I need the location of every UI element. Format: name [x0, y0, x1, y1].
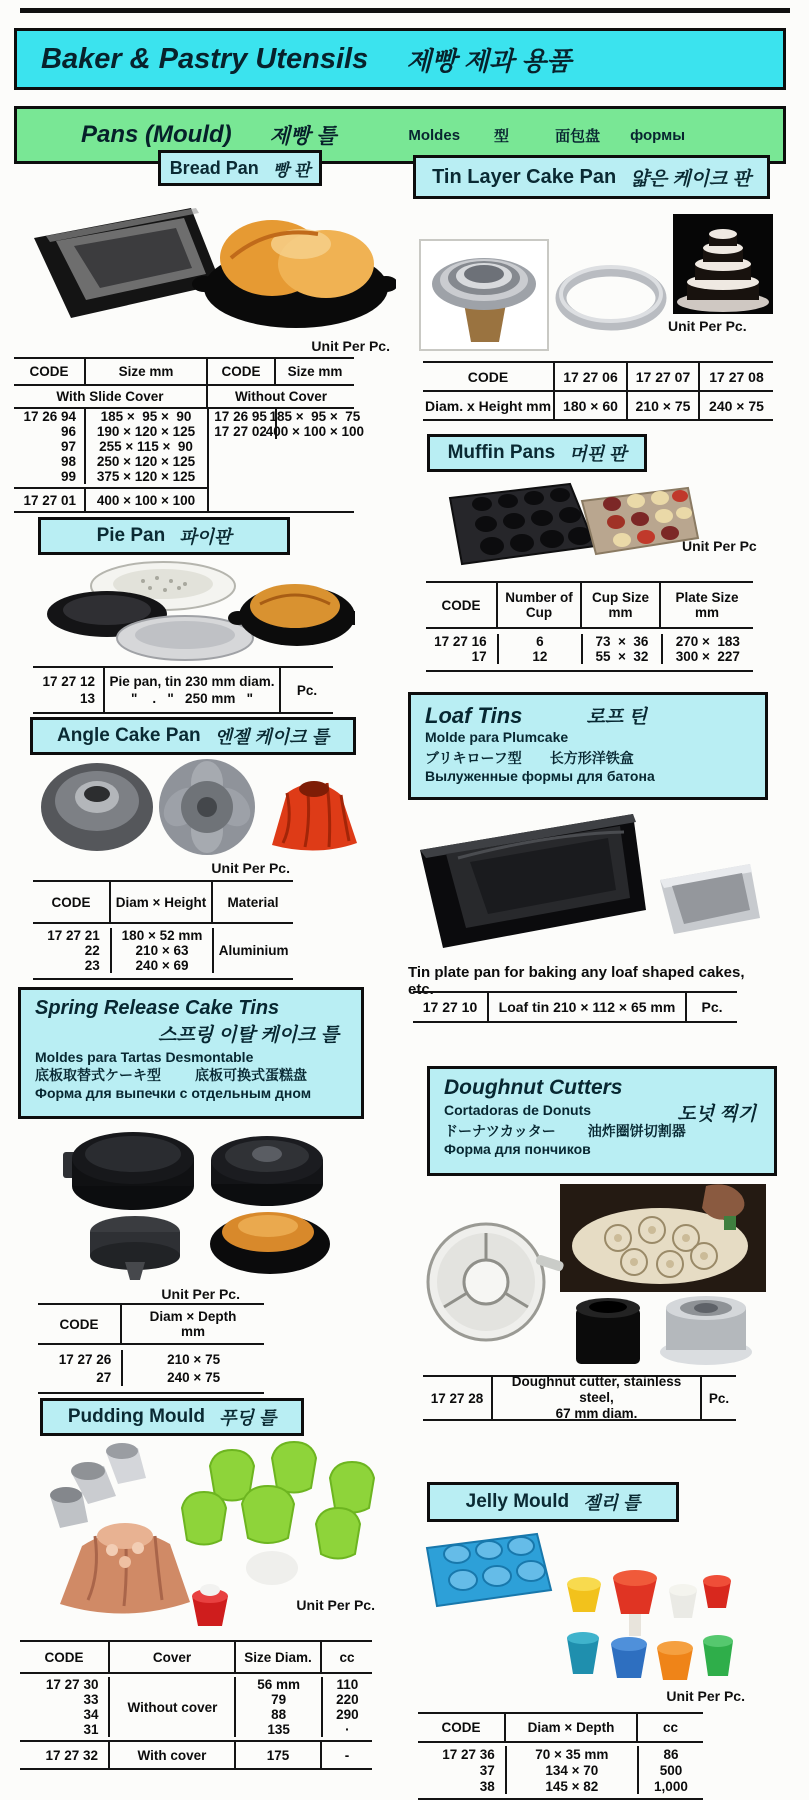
description: " . " 250 mm " — [131, 691, 253, 706]
code: 38 — [479, 1778, 495, 1794]
size: 88 — [271, 1707, 287, 1722]
spring-release-table — [38, 1303, 264, 1394]
unit-cell: Pc. — [296, 682, 318, 698]
column-header: CODE — [426, 583, 498, 627]
table-row: 99 375 × 120 × 125 — [14, 469, 207, 484]
tin-layer-cake-pan-table — [423, 361, 773, 421]
description: Loaf tin 210 × 112 × 65 mm — [489, 993, 687, 1021]
doughnut-cutters-title-chinese: 油炸圈饼切割器 — [587, 1123, 686, 1139]
muffin-pans-photo — [420, 476, 700, 572]
column-header: Number of Cup — [498, 583, 582, 627]
muffin-pans-label: Muffin Pans 머핀 판 — [427, 434, 647, 472]
code: 17 27 12 — [42, 674, 95, 689]
description: Pie pan, tin 230 mm diam. — [109, 674, 275, 689]
code: 17 27 26 — [58, 1351, 112, 1367]
spring-release-title-chinese: 底板可换式蛋糕盘 — [195, 1067, 307, 1083]
doughnut-cutters-title-russian: Форма для пончиков — [444, 1141, 591, 1157]
doughnut-cutters-title-spanish: Cortadoras de Donuts — [444, 1102, 592, 1118]
cup-count: 6 — [536, 634, 544, 649]
muffin-pans-unit: Unit Per Pc — [682, 538, 757, 554]
size: 56 mm — [257, 1677, 300, 1692]
code: 17 27 32 — [20, 1742, 110, 1768]
size: 240 × 75 — [709, 397, 764, 414]
page-title-korean: 제빵 제과 용품 — [406, 45, 572, 76]
pie-pan-photo — [45, 556, 355, 662]
table-row — [20, 1740, 372, 1768]
loaf-tins-title-korean: 로프 틴 — [586, 707, 647, 728]
cup-count: 12 — [532, 649, 548, 664]
material: Aluminium — [218, 943, 289, 958]
loaf-tins-title-japanese: ブリキローフ型 — [425, 750, 522, 766]
cover-type: Without cover — [110, 1677, 236, 1737]
group-header: Without Cover — [234, 389, 328, 404]
category-title-chinese: 面包盘 — [555, 127, 601, 145]
pie-pan-table — [33, 666, 333, 714]
doughnut-cutters-title: Doughnut Cutters — [444, 1076, 623, 1099]
jelly-mould-unit: Unit Per Pc. — [666, 1688, 745, 1704]
cup-size: 73 × 36 — [595, 634, 649, 649]
table-row: 17 26 94 185 × 95 × 90 — [14, 409, 207, 424]
loaf-tins-info-box — [408, 692, 768, 800]
column-header: Diam × Height — [111, 882, 213, 922]
capacity: 290 — [336, 1707, 359, 1722]
size: 175 — [236, 1742, 322, 1768]
category-title-spanish: Moldes — [408, 126, 461, 144]
bread-pan-label: Bread Pan 빵 판 — [158, 150, 322, 186]
column-header: CODE — [14, 359, 86, 384]
loaf-tins-caption: Tin plate pan for baking any loaf shaped cakes, etc. — [408, 964, 745, 998]
muffin-pans-table — [426, 581, 753, 672]
jelly-mould-photo — [415, 1526, 765, 1686]
capacity: 110 — [336, 1677, 359, 1692]
bread-pan-unit: Unit Per Pc. — [311, 338, 390, 354]
column-header: CODE — [20, 1642, 110, 1672]
pudding-mould-unit: Unit Per Pc. — [296, 1597, 375, 1613]
column-header: Plate Size mm — [675, 590, 739, 620]
cup-size: 55 × 32 — [595, 649, 649, 664]
loaf-tins-photo — [408, 802, 773, 957]
column-header: Cover — [110, 1642, 236, 1672]
column-header: Size mm — [86, 359, 208, 384]
table-row: 96 190 × 120 × 125 — [14, 424, 207, 439]
angle-cake-pan-unit: Unit Per Pc. — [211, 860, 290, 876]
code: 17 27 06 — [555, 363, 628, 390]
column-header: cc — [662, 1720, 679, 1735]
loaf-tins-title-spanish: Molde para Plumcake — [425, 729, 569, 745]
cover-type: With cover — [110, 1742, 236, 1768]
tin-layer-cake-pan-label: Tin Layer Cake Pan 얇은 케이크 판 — [413, 155, 770, 199]
page-title: Baker & Pastry Utensils — [41, 42, 369, 75]
code: 34 — [83, 1707, 99, 1722]
size: 70 × 35 mm — [535, 1746, 609, 1762]
doughnut-cutters-title-japanese: ドーナツカッター — [444, 1123, 556, 1139]
category-title-korean: 제빵 틀 — [269, 125, 337, 148]
pudding-mould-table — [20, 1640, 372, 1770]
table-row: 17 26 95 185 × 95 × 75 — [209, 409, 354, 424]
angle-cake-pan-photo — [35, 757, 360, 857]
code: 17 — [471, 649, 487, 664]
loaf-tins-title: Loaf Tins — [425, 703, 523, 728]
column-header: Diam × Depth — [506, 1714, 638, 1741]
code: 13 — [79, 691, 95, 706]
code: 23 — [84, 958, 100, 973]
column-header: CODE — [33, 882, 111, 922]
size: 79 — [271, 1692, 287, 1707]
group-header: With Slide Cover — [14, 386, 208, 407]
table-row — [423, 392, 773, 419]
size: 210 × 75 — [167, 1351, 221, 1367]
code: 27 — [96, 1369, 112, 1385]
page-title-banner — [14, 28, 786, 90]
size: 134 × 70 — [545, 1762, 599, 1778]
code: 17 27 28 — [423, 1377, 493, 1419]
capacity: · — [345, 1722, 350, 1737]
code: 22 — [84, 943, 100, 958]
plate-size: 300 × 227 — [675, 649, 740, 664]
column-header: Diam × Depth mm — [149, 1309, 237, 1339]
column-header: Cup Size mm — [582, 583, 661, 627]
size: 240 × 69 — [135, 958, 189, 973]
spring-release-title-spanish: Moldes para Tartas Desmontable — [35, 1049, 254, 1065]
size: 210 × 75 — [628, 392, 700, 419]
spring-release-title-korean: 스프링 이탈 케이크 틀 — [157, 1025, 339, 1046]
capacity: 86 — [663, 1746, 679, 1762]
doughnut-cutters-table — [423, 1375, 736, 1421]
column-header: Size mm — [287, 364, 343, 379]
angle-cake-pan-table — [33, 880, 293, 980]
code: 17 27 30 — [45, 1677, 99, 1692]
spring-release-title-japanese: 底板取替式ケーキ型 — [35, 1067, 161, 1083]
capacity: - — [344, 1747, 350, 1763]
doughnut-cutters-info-box — [427, 1066, 777, 1176]
column-header: CODE — [208, 359, 276, 384]
table-row: 17 27 01 400 × 100 × 100 — [14, 487, 207, 511]
spring-release-title: Spring Release Cake Tins — [35, 997, 280, 1019]
description: 67 mm diam. — [555, 1406, 638, 1421]
spring-release-photo — [55, 1122, 345, 1282]
bread-pan-table — [14, 357, 365, 513]
column-header: CODE — [418, 1714, 506, 1741]
table-row — [423, 363, 773, 392]
code: 17 27 08 — [709, 368, 764, 385]
category-title-russian: формы — [630, 126, 686, 144]
column-header: Material — [227, 894, 279, 910]
tin-layer-cake-pan-unit: Unit Per Pc. — [668, 318, 747, 334]
size: 135 — [267, 1722, 290, 1737]
unit-cell: Pc. — [701, 999, 723, 1015]
size: 145 × 82 — [545, 1778, 599, 1794]
jelly-mould-table — [418, 1712, 703, 1800]
table-row: 17 27 02 400 × 100 × 100 — [209, 424, 354, 439]
angle-cake-pan-label: Angle Cake Pan 엔젤 케이크 틀 — [30, 717, 356, 755]
column-header: Size Diam. — [236, 1642, 322, 1672]
spring-release-title-russian: Форма для выпечки с отдельным дном — [35, 1085, 312, 1101]
capacity: 220 — [336, 1692, 359, 1707]
column-header: CODE — [38, 1305, 122, 1343]
category-title-japanese: 型 — [494, 127, 510, 145]
size: 180 × 52 mm — [121, 928, 203, 943]
column-header: CODE — [423, 363, 555, 390]
table-row: 97 255 × 115 × 90 — [14, 439, 207, 454]
size: 180 × 60 — [555, 392, 628, 419]
capacity: 500 — [659, 1762, 683, 1778]
code: 17 27 16 — [434, 634, 487, 649]
code: 17 27 36 — [442, 1746, 495, 1762]
code: 17 27 07 — [628, 363, 700, 390]
loaf-tins-title-chinese: 长方形洋铁盒 — [549, 750, 634, 766]
size: 240 × 75 — [167, 1369, 221, 1385]
row-header: Diam. x Height mm — [423, 392, 555, 419]
category-title: Pans (Mould) — [81, 121, 232, 148]
capacity: 1,000 — [654, 1778, 688, 1794]
code: 17 27 21 — [47, 928, 100, 943]
top-rule — [20, 8, 790, 13]
bread-pan-photo — [16, 186, 396, 338]
plate-size: 270 × 183 — [675, 634, 740, 649]
jelly-mould-label: Jelly Mould 젤리 틀 — [427, 1482, 679, 1522]
loaf-tins-title-russian: Вылуженные формы для батона — [425, 768, 655, 784]
code: 37 — [479, 1762, 495, 1778]
column-header: cc — [339, 1649, 355, 1665]
doughnut-cutters-photo — [408, 1180, 773, 1372]
loaf-tins-table — [413, 991, 737, 1023]
code: 31 — [83, 1722, 99, 1737]
pudding-mould-label: Pudding Mould 푸딩 틀 — [40, 1398, 304, 1436]
description: Doughnut cutter, stainless steel, — [511, 1374, 682, 1405]
code: 33 — [83, 1692, 99, 1707]
pie-pan-label: Pie Pan 파이판 — [38, 517, 290, 555]
unit-cell: Pc. — [708, 1390, 730, 1406]
spring-release-unit: Unit Per Pc. — [161, 1286, 240, 1302]
table-row: 98 250 × 120 × 125 — [14, 454, 207, 469]
doughnut-cutters-title-korean: 도넛 찍기 — [677, 1104, 756, 1125]
code: 17 27 10 — [413, 993, 489, 1021]
size: 210 × 63 — [135, 943, 189, 958]
spring-release-info-box — [18, 987, 364, 1119]
